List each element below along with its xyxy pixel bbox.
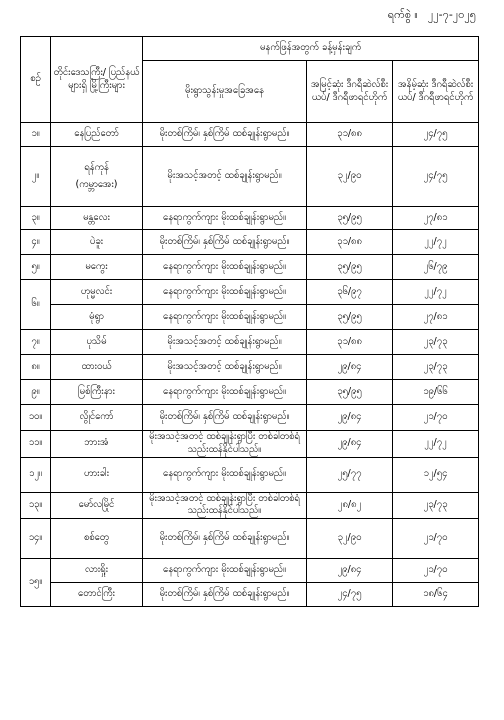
city-label: ပဲခူး bbox=[89, 235, 104, 247]
low-temp: ၂၂/၇၂ bbox=[393, 280, 479, 305]
condition-line: သည်းထန်နိုင်ပါသည်။ bbox=[187, 505, 262, 517]
condition-line: နေရာကွက်ကျား မိုးထစ်ချုန်းရွာမည်။ bbox=[163, 468, 286, 480]
table-row bbox=[21, 380, 479, 405]
rain-condition bbox=[143, 492, 307, 519]
low-temp: ၂၁/၇၀ bbox=[393, 519, 479, 559]
city-label: တောင်ကြီး bbox=[78, 588, 115, 600]
table-row bbox=[21, 355, 479, 380]
low-temp: ၂၇/၈၁ bbox=[393, 207, 479, 230]
header-high-temp: အမြင့်ဆုံး ဒီဂရီဆဲလ်စီးယပ်/ ဒီဂရီဖာရင်ဟိုက် bbox=[307, 61, 393, 123]
date-line bbox=[388, 8, 476, 24]
high-temp: ၃၅/၉၅ bbox=[307, 207, 393, 230]
rain-condition bbox=[143, 255, 307, 280]
city-label: မုံရွာ bbox=[89, 310, 104, 322]
city-name bbox=[51, 492, 143, 519]
condition-line: မိုးတစ်ကြိမ်၊ နှစ်ကြိမ် ထစ်ချုန်းရွာမည်။ bbox=[159, 411, 290, 423]
low-temp: ၂၃/၇၃ bbox=[393, 492, 479, 519]
city-label: မြစ်ကြီးနား bbox=[78, 385, 115, 397]
rain-condition bbox=[143, 330, 307, 355]
high-temp: ၃၅/၉၅ bbox=[307, 255, 393, 280]
city-label: ဘားအံ bbox=[84, 437, 109, 449]
row-number: ၁၁။ bbox=[21, 431, 51, 458]
row-number: ၁၀။ bbox=[21, 405, 51, 431]
rain-condition bbox=[143, 280, 307, 305]
low-temp: ၂၄/၇၅ bbox=[393, 123, 479, 147]
row-number: ၃။ bbox=[21, 207, 51, 230]
header-low-temp: အနိမ့်ဆုံး ဒီဂရီဆဲလ်စီးယပ်/ ဒီဂရီဖာရင်ဟိုက် bbox=[393, 61, 479, 123]
row-number: ၈။ bbox=[21, 355, 51, 380]
city-label: ဟားခါး bbox=[83, 468, 109, 480]
city-label: လွိုင်ကော် bbox=[79, 411, 114, 423]
condition-line: မိုးအသင့်အတင့် ထစ်ချုန်းရွာပြီး တစ်ခါတစ်ရံ bbox=[149, 431, 300, 442]
low-temp: ၂၃/၇၃ bbox=[393, 330, 479, 355]
city-label: မော်လမြိုင် bbox=[78, 499, 115, 511]
rain-condition bbox=[143, 519, 307, 559]
high-temp: ၂၉/၈၄ bbox=[307, 405, 393, 431]
condition-line: နေရာကွက်ကျား မိုးထစ်ချုန်းရွာမည်။ bbox=[163, 285, 286, 297]
rain-condition bbox=[143, 583, 307, 607]
table-row bbox=[21, 431, 479, 458]
high-temp: ၂၄/၇၅ bbox=[307, 583, 393, 607]
city-name bbox=[51, 123, 143, 147]
rain-condition bbox=[143, 457, 307, 492]
city-name bbox=[51, 230, 143, 255]
table-row bbox=[21, 255, 479, 280]
rain-condition bbox=[143, 230, 307, 255]
low-temp: ၂၄/၇၅ bbox=[393, 147, 479, 207]
city-label: မန္တလေး bbox=[83, 211, 110, 223]
city-label: ရန်ကုန် bbox=[84, 161, 109, 173]
table-row bbox=[21, 457, 479, 492]
city-label: စစ်တွေ bbox=[83, 532, 110, 544]
low-temp: ၂၇/၈၁ bbox=[393, 305, 479, 330]
condition-line: မိုးတစ်ကြိမ်၊ နှစ်ကြိမ် ထစ်ချုန်းရွာမည်။ bbox=[159, 235, 290, 247]
high-temp: ၂၅/၇၇ bbox=[307, 457, 393, 492]
row-number: ၁။ bbox=[21, 123, 51, 147]
row-number: ၁၄။ bbox=[21, 519, 51, 559]
high-temp: ၃၅/၉၅ bbox=[307, 305, 393, 330]
low-temp: ၁၈/၆၄ bbox=[393, 583, 479, 607]
low-temp: ၂၁/၇၀ bbox=[393, 405, 479, 431]
forecast-table bbox=[20, 36, 479, 607]
city-label: မကွေး bbox=[85, 260, 108, 272]
low-temp: ၁၉/၆၆ bbox=[393, 380, 479, 405]
condition-line: မိုးတစ်ကြိမ်၊ နှစ်ကြိမ် ထစ်ချုန်းရွာမည်။ bbox=[159, 128, 290, 140]
city-label: ဟုမ္မလင်း bbox=[80, 285, 113, 297]
table-row bbox=[21, 330, 479, 355]
condition-line: မိုးအသင့်အတင့် ထစ်ချုန်းရွာမည်။ bbox=[167, 170, 282, 182]
condition-line: နေရာကွက်ကျား မိုးထစ်ချုန်းရွာမည်။ bbox=[163, 564, 286, 576]
city-name bbox=[51, 457, 143, 492]
condition-line: မိုးအသင့်အတင့် ထစ်ချုန်းရွာမည်။ bbox=[167, 360, 282, 372]
header-city: တိုင်းဒေသကြီး/ ပြည်နယ်များရှိ မြို့ကြီးများ bbox=[51, 37, 143, 123]
rain-condition bbox=[143, 559, 307, 583]
row-number: ၄။ bbox=[21, 230, 51, 255]
table-row bbox=[21, 405, 479, 431]
condition-line: မိုးအသင့်အတင့် ထစ်ချုန်းရွာပြီး တစ်ခါတစ်ရံ bbox=[149, 492, 300, 504]
rain-condition bbox=[143, 147, 307, 207]
row-number: ၅။ bbox=[21, 255, 51, 280]
table-row bbox=[21, 519, 479, 559]
city-label: နေပြည်တော် bbox=[74, 128, 119, 140]
high-temp: ၃၁/၈၈ bbox=[307, 230, 393, 255]
header-forecast-group: မနက်ဖြန်အတွက် ခန့်မှန်းချက် bbox=[143, 37, 479, 61]
row-number: ၂။ bbox=[21, 147, 51, 207]
high-temp: ၃၅/၉၅ bbox=[307, 380, 393, 405]
table-row bbox=[21, 207, 479, 230]
low-temp: ၁၂/၅၄ bbox=[393, 457, 479, 492]
header-no: စဉ် bbox=[21, 37, 51, 123]
low-temp: ၂၃/၇၃ bbox=[393, 355, 479, 380]
rain-condition bbox=[143, 305, 307, 330]
date-label: ရက်စွဲ ။ bbox=[387, 8, 418, 21]
high-temp: ၂၉/၈၄ bbox=[307, 431, 393, 458]
rain-condition bbox=[143, 380, 307, 405]
low-temp: ၂၂/၇၂ bbox=[393, 431, 479, 458]
row-number: ၁၂။ bbox=[21, 457, 51, 492]
row-number: ၆။ bbox=[21, 280, 51, 330]
header-condition: မိုးရွာသွန်းမှုအခြေအနေ bbox=[143, 61, 307, 123]
table-row bbox=[21, 559, 479, 583]
condition-line: နေရာကွက်ကျား မိုးထစ်ချုန်းရွာမည်။ bbox=[163, 260, 286, 272]
table-row bbox=[21, 583, 479, 607]
row-number: ၁၅။ bbox=[21, 559, 51, 607]
condition-line: မိုးတစ်ကြိမ်၊ နှစ်ကြိမ် ထစ်ချုန်းရွာမည်။ bbox=[159, 532, 290, 544]
city-name bbox=[51, 583, 143, 607]
city-name bbox=[51, 405, 143, 431]
city-name bbox=[51, 305, 143, 330]
condition-line: မိုးအသင့်အတင့် ထစ်ချုန်းရွာမည်။ bbox=[167, 335, 282, 347]
low-temp: ၂၆/၇၉ bbox=[393, 255, 479, 280]
city-label: လားရှိုး bbox=[84, 564, 109, 576]
city-note: (ကမ္ဘာအေး) bbox=[75, 178, 118, 190]
condition-line: သည်းထန်နိုင်ပါသည်။ bbox=[187, 443, 262, 455]
rain-condition bbox=[143, 123, 307, 147]
high-temp: ၃၂/၉၀ bbox=[307, 147, 393, 207]
row-number: ၉။ bbox=[21, 380, 51, 405]
table-row bbox=[21, 123, 479, 147]
rain-condition bbox=[143, 405, 307, 431]
condition-line: မိုးတစ်ကြိမ်၊ နှစ်ကြိမ် ထစ်ချုန်းရွာမည်။ bbox=[159, 588, 290, 600]
rain-condition bbox=[143, 207, 307, 230]
rain-condition bbox=[143, 431, 307, 458]
city-name bbox=[51, 431, 143, 458]
row-number: ၇။ bbox=[21, 330, 51, 355]
city-name bbox=[51, 355, 143, 380]
city-name bbox=[51, 519, 143, 559]
city-label: ပုသိမ် bbox=[86, 335, 107, 347]
table-row bbox=[21, 280, 479, 305]
table-row bbox=[21, 147, 479, 207]
high-temp: ၃၁/၈၈ bbox=[307, 123, 393, 147]
high-temp: ၂၉/၈၄ bbox=[307, 559, 393, 583]
low-temp: ၂၁/၇၀ bbox=[393, 559, 479, 583]
rain-condition bbox=[143, 355, 307, 380]
date-value: ၂၂-၇-၂၀၂၅ bbox=[427, 8, 476, 21]
table-row bbox=[21, 492, 479, 519]
high-temp: ၃၁/၈၈ bbox=[307, 330, 393, 355]
table-row bbox=[21, 230, 479, 255]
high-temp: ၂၈/၈၂ bbox=[307, 492, 393, 519]
table-body bbox=[21, 123, 479, 607]
city-name bbox=[51, 207, 143, 230]
city-name bbox=[51, 255, 143, 280]
city-name bbox=[51, 380, 143, 405]
city-name bbox=[51, 330, 143, 355]
city-name bbox=[51, 559, 143, 583]
low-temp: ၂၂/၇၂ bbox=[393, 230, 479, 255]
condition-line: နေရာကွက်ကျား မိုးထစ်ချုန်းရွာမည်။ bbox=[163, 211, 286, 223]
condition-line: နေရာကွက်ကျား မိုးထစ်ချုန်းရွာမည်။ bbox=[163, 385, 286, 397]
high-temp: ၂၉/၈၄ bbox=[307, 355, 393, 380]
city-name bbox=[51, 280, 143, 305]
high-temp: ၃၂/၉၀ bbox=[307, 519, 393, 559]
table-row bbox=[21, 305, 479, 330]
row-number: ၁၃။ bbox=[21, 492, 51, 519]
city-label: ထားဝယ် bbox=[81, 360, 112, 372]
high-temp: ၃၆/၉၇ bbox=[307, 280, 393, 305]
condition-line: နေရာကွက်ကျား မိုးထစ်ချုန်းရွာမည်။ bbox=[163, 310, 286, 322]
city-name bbox=[51, 147, 143, 207]
